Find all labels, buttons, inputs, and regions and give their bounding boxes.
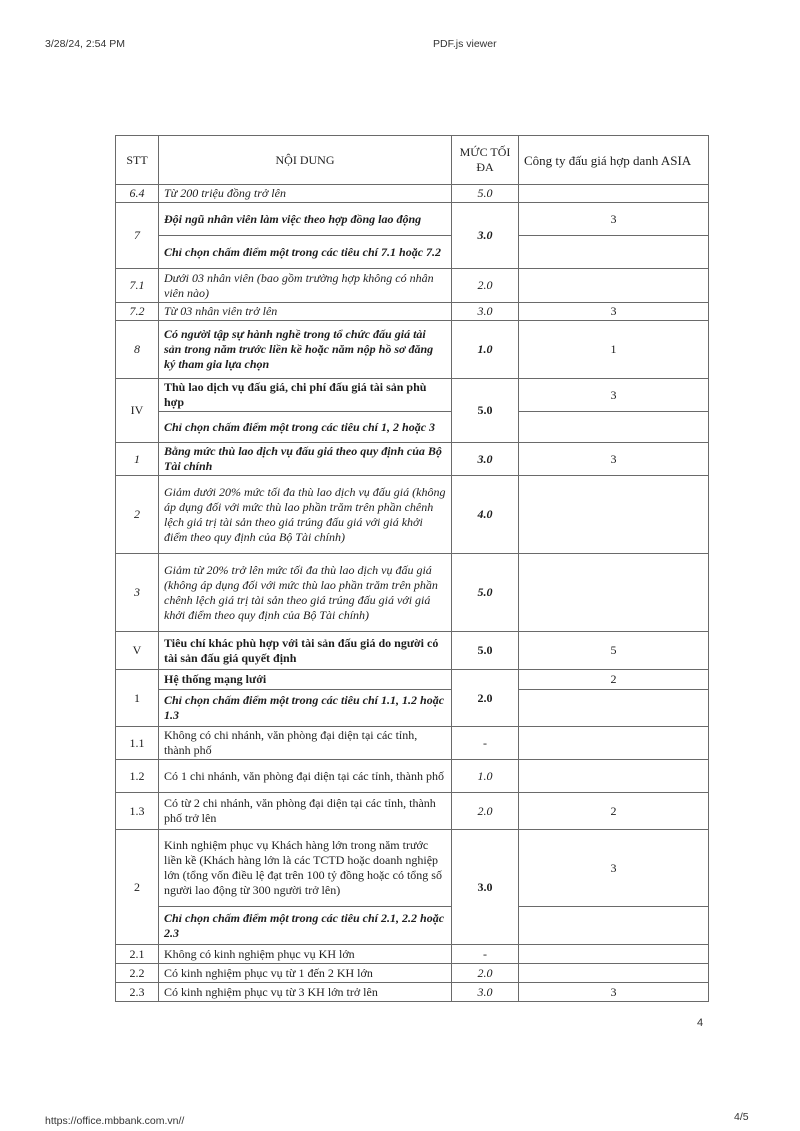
table-row bbox=[116, 964, 709, 983]
row-stt: V bbox=[116, 632, 159, 670]
header-max-score: MỨC TỐI ĐA bbox=[452, 136, 519, 185]
row-content: Có kinh nghiệm phục vụ từ 1 đến 2 KH lớn bbox=[159, 964, 452, 983]
row-content: Có 1 chi nhánh, văn phòng đại diện tại các tỉnh, thành phố bbox=[159, 760, 452, 793]
table-row bbox=[116, 830, 709, 907]
table-row-note bbox=[116, 412, 709, 443]
row-content: Không có kinh nghiệm phục vụ KH lớn bbox=[159, 945, 452, 964]
row-company-score bbox=[519, 727, 709, 760]
row-company-score: 3 bbox=[519, 443, 709, 476]
row-company-score: 5 bbox=[519, 632, 709, 670]
row-content: Kinh nghiệm phục vụ Khách hàng lớn trong năm trước liền kề (Khách hàng lớn là các TCTD hoặc doanh nghiệp lớn (tổng vốn điều lệ đạt trên 100 tỷ đồng hoặc có tổng số người lao động từ 300 người trở lên) bbox=[159, 830, 452, 907]
row-stt: 7 bbox=[116, 203, 159, 269]
row-max-score: 3.0 bbox=[452, 203, 519, 269]
table-row bbox=[116, 379, 709, 412]
table-row bbox=[116, 983, 709, 1002]
row-company-score bbox=[519, 185, 709, 203]
row-company-score bbox=[519, 476, 709, 554]
row-note: Chỉ chọn chấm điểm một trong các tiêu chí 1, 2 hoặc 3 bbox=[159, 412, 452, 443]
row-stt: 8 bbox=[116, 321, 159, 379]
criteria-score-table bbox=[115, 135, 709, 1002]
row-content: Bằng mức thù lao dịch vụ đấu giá theo quy định của Bộ Tài chính bbox=[159, 443, 452, 476]
row-stt: 2.1 bbox=[116, 945, 159, 964]
row-max-score: 3.0 bbox=[452, 303, 519, 321]
table-row bbox=[116, 760, 709, 793]
row-note: Chỉ chọn chấm điểm một trong các tiêu chí 7.1 hoặc 7.2 bbox=[159, 236, 452, 269]
table-row bbox=[116, 476, 709, 554]
row-max-score: 3.0 bbox=[452, 443, 519, 476]
row-stt: 2.2 bbox=[116, 964, 159, 983]
table-row bbox=[116, 554, 709, 632]
row-company-score: 3 bbox=[519, 303, 709, 321]
table-row bbox=[116, 793, 709, 830]
row-company-score: 3 bbox=[519, 379, 709, 412]
table-row-note bbox=[116, 690, 709, 727]
table-row bbox=[116, 443, 709, 476]
table-row bbox=[116, 632, 709, 670]
row-max-score: 1.0 bbox=[452, 321, 519, 379]
row-company-score: 3 bbox=[519, 830, 709, 907]
row-company-score: 2 bbox=[519, 670, 709, 690]
row-content: Đội ngũ nhân viên làm việc theo hợp đồng lao động bbox=[159, 203, 452, 236]
header-content: NỘI DUNG bbox=[159, 136, 452, 185]
row-content: Không có chi nhánh, văn phòng đại diện tại các tỉnh, thành phố bbox=[159, 727, 452, 760]
row-content: Có từ 2 chi nhánh, văn phòng đại diện tại các tỉnh, thành phố trở lên bbox=[159, 793, 452, 830]
row-stt: 7.2 bbox=[116, 303, 159, 321]
row-max-score: - bbox=[452, 727, 519, 760]
row-company-score: 3 bbox=[519, 203, 709, 236]
row-content: Có kinh nghiệm phục vụ từ 3 KH lớn trở lên bbox=[159, 983, 452, 1002]
row-stt: 3 bbox=[116, 554, 159, 632]
row-content: Giảm dưới 20% mức tối đa thù lao dịch vụ đấu giá (không áp dụng đối với mức thù lao phần trăm trên phần chênh lệch giá trị tài sản theo giá trúng đấu giá với giá khởi điểm theo quy định của Bộ Tài chính) bbox=[159, 476, 452, 554]
table-row bbox=[116, 269, 709, 303]
row-content: Giảm từ 20% trở lên mức tối đa thù lao dịch vụ đấu giá (không áp dụng đối với mức thù lao phần trăm trên phần chênh lệch giá trị tài sản theo giá trúng đấu giá với giá khởi điểm theo quy định của Bộ Tài chính) bbox=[159, 554, 452, 632]
print-title: PDF.js viewer bbox=[433, 38, 497, 50]
table-row bbox=[116, 203, 709, 236]
row-company-score bbox=[519, 760, 709, 793]
row-company-score bbox=[519, 269, 709, 303]
row-max-score: 5.0 bbox=[452, 632, 519, 670]
print-footer-page: 4/5 bbox=[734, 1111, 749, 1123]
header-row bbox=[116, 136, 709, 185]
row-company-score: 2 bbox=[519, 793, 709, 830]
header-stt: STT bbox=[116, 136, 159, 185]
row-note: Chỉ chọn chấm điểm một trong các tiêu chí 1.1, 1.2 hoặc 1.3 bbox=[159, 690, 452, 727]
row-max-score: 1.0 bbox=[452, 760, 519, 793]
row-stt: 1 bbox=[116, 443, 159, 476]
row-max-score: 2.0 bbox=[452, 793, 519, 830]
row-stt: 7.1 bbox=[116, 269, 159, 303]
row-company-score: 1 bbox=[519, 321, 709, 379]
row-content: Từ 03 nhân viên trở lên bbox=[159, 303, 452, 321]
row-max-score: 5.0 bbox=[452, 554, 519, 632]
row-company-score: 3 bbox=[519, 983, 709, 1002]
row-content: Có người tập sự hành nghề trong tổ chức đấu giá tài sản trong năm trước liền kề hoặc năm nộp hồ sơ đăng ký tham gia lựa chọn bbox=[159, 321, 452, 379]
table-row-note bbox=[116, 236, 709, 269]
print-datetime: 3/28/24, 2:54 PM bbox=[45, 38, 125, 50]
row-stt: 2 bbox=[116, 830, 159, 945]
row-max-score: 2.0 bbox=[452, 964, 519, 983]
row-max-score: 2.0 bbox=[452, 269, 519, 303]
row-max-score: - bbox=[452, 945, 519, 964]
row-stt: 6.4 bbox=[116, 185, 159, 203]
table-row bbox=[116, 185, 709, 203]
row-company-score bbox=[519, 945, 709, 964]
row-content: Hệ thống mạng lưới bbox=[159, 670, 452, 690]
header-company: Công ty đấu giá hợp danh ASIA bbox=[519, 136, 709, 185]
table-row bbox=[116, 303, 709, 321]
row-max-score: 3.0 bbox=[452, 830, 519, 945]
row-max-score: 5.0 bbox=[452, 379, 519, 443]
row-stt: 2 bbox=[116, 476, 159, 554]
row-stt: 1.1 bbox=[116, 727, 159, 760]
print-footer-url: https://office.mbbank.com.vn// bbox=[45, 1115, 185, 1127]
row-stt: IV bbox=[116, 379, 159, 443]
table-row bbox=[116, 945, 709, 964]
table-row bbox=[116, 727, 709, 760]
row-note: Chỉ chọn chấm điểm một trong các tiêu chí 2.1, 2.2 hoặc 2.3 bbox=[159, 907, 452, 945]
row-stt: 1.2 bbox=[116, 760, 159, 793]
table-row-note bbox=[116, 907, 709, 945]
row-max-score: 3.0 bbox=[452, 983, 519, 1002]
row-content: Dưới 03 nhân viên (bao gồm trường hợp không có nhân viên nào) bbox=[159, 269, 452, 303]
table-row bbox=[116, 321, 709, 379]
row-max-score: 4.0 bbox=[452, 476, 519, 554]
row-company-score bbox=[519, 554, 709, 632]
table-row bbox=[116, 670, 709, 690]
row-content: Từ 200 triệu đồng trở lên bbox=[159, 185, 452, 203]
row-max-score: 2.0 bbox=[452, 670, 519, 727]
row-stt: 1.3 bbox=[116, 793, 159, 830]
row-stt: 1 bbox=[116, 670, 159, 727]
row-stt: 2.3 bbox=[116, 983, 159, 1002]
row-company-score bbox=[519, 964, 709, 983]
page-number: 4 bbox=[697, 1017, 704, 1029]
row-max-score: 5.0 bbox=[452, 185, 519, 203]
row-content: Thù lao dịch vụ đấu giá, chi phí đấu giá tài sản phù hợp bbox=[159, 379, 452, 412]
row-content: Tiêu chí khác phù hợp với tài sản đấu giá do người có tài sản đấu giá quyết định bbox=[159, 632, 452, 670]
